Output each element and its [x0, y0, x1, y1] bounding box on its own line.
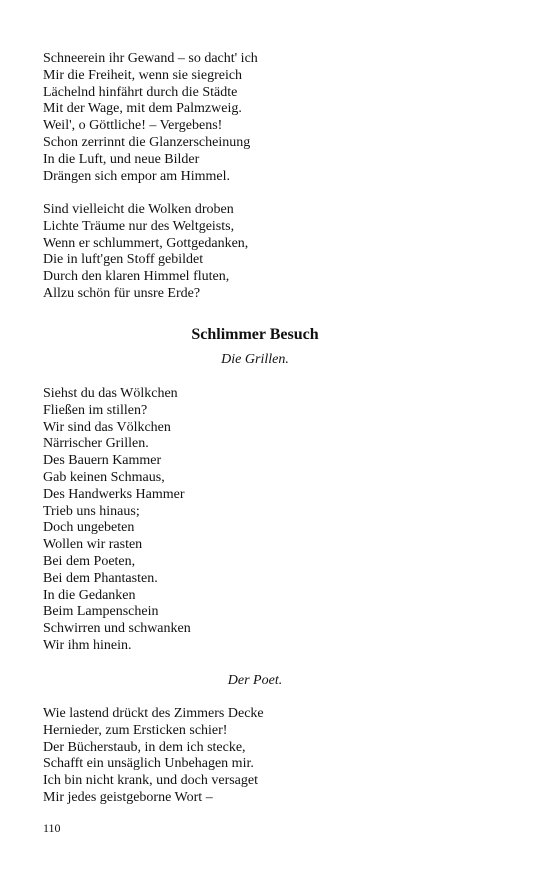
- verse-line: Beim Lampenschein: [43, 604, 159, 620]
- stanza-1: [43, 51, 258, 185]
- verse-line: In die Luft, und neue Bilder: [43, 151, 200, 167]
- verse-line: Bei dem Poeten,: [43, 553, 136, 569]
- stanza-4: [43, 706, 264, 807]
- verse-line: Bei dem Phantasten.: [43, 570, 158, 586]
- verse-line: Lichte Träume nur des Weltgeists,: [43, 218, 235, 234]
- verse-line: Wir sind das Völkchen: [43, 419, 171, 435]
- verse-line: Sind vielleicht die Wolken droben: [43, 202, 234, 217]
- verse-line: Des Bauern Kammer: [43, 453, 162, 469]
- stanza-2: [43, 202, 248, 303]
- verse-line: Schwirren und schwanken: [43, 621, 191, 637]
- verse-line: Wollen wir rasten: [43, 537, 143, 553]
- verse-line: Drängen sich empor am Himmel.: [43, 168, 231, 184]
- verse-line: Wie lastend drückt des Zimmers Decke: [43, 706, 264, 721]
- verse-line: Schon zerrinnt die Glanzerscheinung: [43, 134, 251, 150]
- verse-line: In die Gedanken: [43, 587, 136, 603]
- verse-line: Die in luft'gen Stoff gebildet: [43, 252, 204, 268]
- verse-line: Närrischer Grillen.: [43, 436, 149, 452]
- verse-line: Der Bücherstaub, in dem ich stecke,: [43, 739, 246, 755]
- speaker-heading-1: Die Grillen.: [221, 352, 289, 367]
- verse-line: Hernieder, zum Ersticken schier!: [43, 722, 228, 738]
- verse-line: Ich bin nicht krank, und doch versaget: [43, 773, 258, 789]
- stanza-3: [43, 386, 191, 655]
- verse-line: Weil', o Göttliche! – Vergebens!: [43, 118, 223, 134]
- verse-line: Mir die Freiheit, wenn sie siegreich: [43, 67, 243, 83]
- speaker-heading-2: Der Poet.: [227, 673, 283, 688]
- verse-line: Gab keinen Schmaus,: [43, 469, 165, 485]
- verse-line: Durch den klaren Himmel fluten,: [43, 269, 230, 285]
- verse-line: Mit der Wage, mit dem Palmzweig.: [43, 101, 242, 117]
- verse-line: Schneerein ihr Gewand – so dacht' ich: [43, 51, 258, 66]
- verse-line: Fließen im stillen?: [43, 402, 148, 418]
- verse-line: Des Handwerks Hammer: [43, 486, 185, 502]
- poem-title: Schlimmer Besuch: [191, 326, 319, 343]
- verse-line: Lächelnd hinfährt durch die Städte: [43, 84, 238, 100]
- page-number: 110: [43, 821, 61, 835]
- verse-line: Siehst du das Wölkchen: [43, 386, 178, 401]
- verse-line: Mir jedes geistgeborne Wort –: [43, 789, 213, 805]
- book-page: [43, 0, 513, 880]
- verse-line: Trieb uns hinaus;: [43, 503, 140, 519]
- verse-line: Allzu schön für unsre Erde?: [43, 285, 201, 301]
- verse-line: Wir ihm hinein.: [43, 637, 132, 653]
- verse-line: Wenn er schlummert, Gottgedanken,: [43, 235, 249, 251]
- verse-line: Doch ungebeten: [43, 520, 135, 536]
- verse-line: Schafft ein unsäglich Unbehagen mir.: [43, 756, 254, 772]
